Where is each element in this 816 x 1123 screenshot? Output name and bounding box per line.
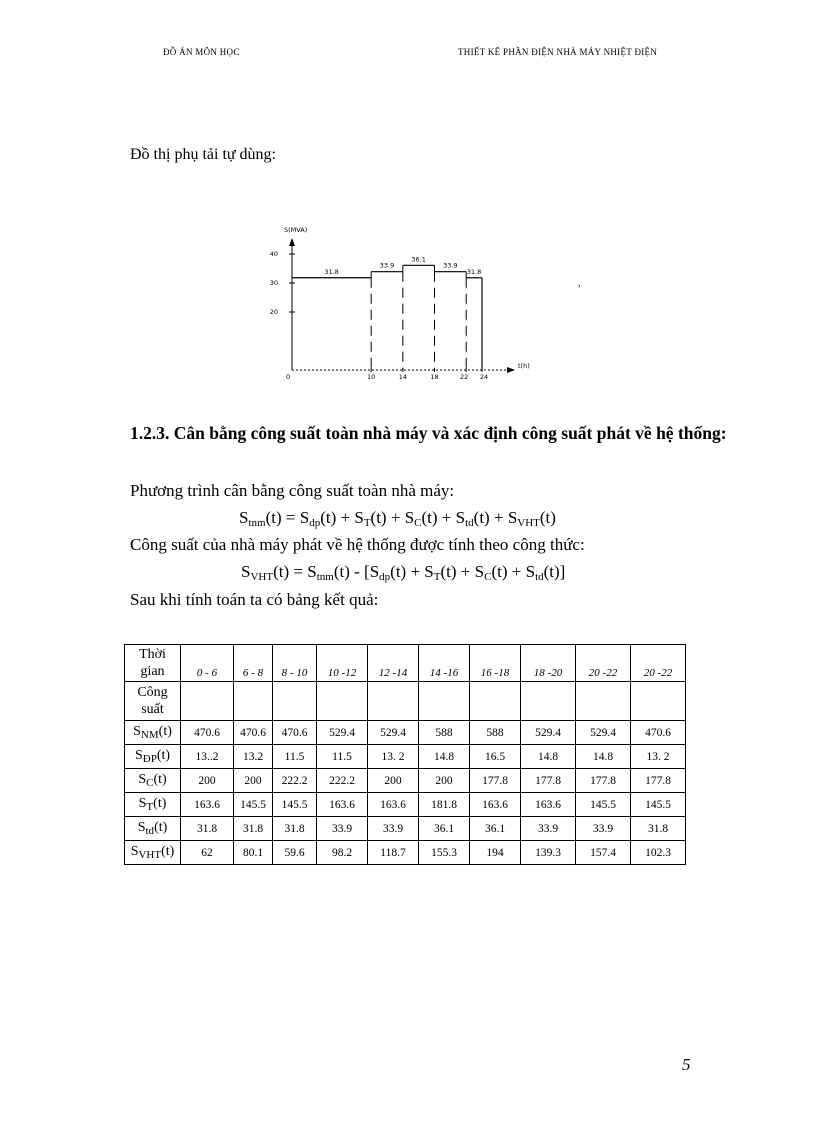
x-axis-arrow — [507, 367, 515, 373]
y-axis-arrow — [289, 238, 295, 246]
table-header-row — [125, 645, 686, 682]
table-cell: 11.5 — [273, 745, 317, 769]
table-cell: 588 — [470, 721, 521, 745]
table-cell: 13..2 — [181, 745, 234, 769]
table-cell: 33.9 — [368, 817, 419, 841]
chart-caption: Đồ thị phụ tải tự dùng: — [130, 146, 276, 163]
row-label: $S_C(t)$ — [125, 769, 181, 793]
stray-mark: , — [578, 278, 581, 289]
time-header: Thời gian — [125, 645, 181, 682]
table-row — [125, 817, 686, 841]
table-cell: 80.1 — [234, 841, 273, 865]
table-power-row — [125, 682, 686, 721]
page-number: 5 — [682, 1055, 691, 1074]
empty-cell — [470, 682, 521, 721]
table-cell: 200 — [234, 769, 273, 793]
y-tick-label: 40 — [269, 250, 278, 258]
empty-cell — [521, 682, 576, 721]
table-cell: 31.8 — [631, 817, 686, 841]
period-header: 12 -14 — [368, 645, 419, 682]
table-cell: 163.6 — [368, 793, 419, 817]
period-header: 18 -20 — [521, 645, 576, 682]
table-row — [125, 793, 686, 817]
intro-text: Phương trình cân bằng công suất toàn nhà máy: — [130, 481, 455, 500]
table-cell: 31.8 — [181, 817, 234, 841]
table-cell: 33.9 — [576, 817, 631, 841]
table-cell: 470.6 — [234, 721, 273, 745]
table-cell: 222.2 — [317, 769, 368, 793]
table-cell: 14.8 — [576, 745, 631, 769]
x-tick-label: 18 — [430, 373, 439, 381]
row-label: $S_{td}(t)$ — [125, 817, 181, 841]
table-cell: 13. 2 — [631, 745, 686, 769]
table-cell: 139.3 — [521, 841, 576, 865]
table-cell: 31.8 — [234, 817, 273, 841]
y-axis-label: S(MVA) — [284, 226, 308, 234]
header-left: ĐỒ ÁN MÔN HỌC — [163, 47, 240, 57]
step-value-label: 33.9 — [379, 261, 395, 270]
period-header: 20 -22 — [631, 645, 686, 682]
table-cell: 529.4 — [576, 721, 631, 745]
table-cell: 145.5 — [631, 793, 686, 817]
table-row — [125, 721, 686, 745]
row-label: $S_{ĐP}(t)$ — [125, 745, 181, 769]
x-tick-label: 10 — [367, 373, 376, 381]
table-cell: 14.8 — [521, 745, 576, 769]
table-cell: 177.8 — [576, 769, 631, 793]
row-label: $S_T(t)$ — [125, 793, 181, 817]
step-value-label: 31.8 — [466, 267, 482, 276]
table-cell: 157.4 — [576, 841, 631, 865]
period-header: 6 - 8 — [234, 645, 273, 682]
table-cell: 470.6 — [181, 721, 234, 745]
table-cell: 118.7 — [368, 841, 419, 865]
table-cell: 177.8 — [631, 769, 686, 793]
period-header: 0 - 6 — [181, 645, 234, 682]
table-cell: 33.9 — [317, 817, 368, 841]
table-cell: 98.2 — [317, 841, 368, 865]
empty-cell — [181, 682, 234, 721]
section-title: 1.2.3. Cân bằng công suất toàn nhà máy và xác định công suất phát về hệ thống: — [130, 423, 727, 443]
step-value-label: 31.8 — [324, 267, 339, 276]
formula-text: Công suất của nhà máy phát về hệ thống được tính theo công thức: — [130, 535, 585, 554]
table-cell: 163.6 — [470, 793, 521, 817]
table-cell: 177.8 — [521, 769, 576, 793]
table-cell: 529.4 — [368, 721, 419, 745]
period-header: 14 -16 — [419, 645, 470, 682]
table-cell: 200 — [419, 769, 470, 793]
table-cell: 11.5 — [317, 745, 368, 769]
table-cell: 33.9 — [521, 817, 576, 841]
table-row — [125, 841, 686, 865]
table-cell: 177.8 — [470, 769, 521, 793]
table-cell: 59.6 — [273, 841, 317, 865]
table-cell: 145.5 — [576, 793, 631, 817]
load-chart — [269, 220, 530, 390]
table-cell: 194 — [470, 841, 521, 865]
period-header: 20 -22 — [576, 645, 631, 682]
period-header: 8 - 10 — [273, 645, 317, 682]
x-tick-label: 14 — [398, 373, 407, 381]
y-tick-label: 30 — [269, 279, 278, 287]
table-row — [125, 769, 686, 793]
table-cell: 529.4 — [521, 721, 576, 745]
table-cell: 163.6 — [521, 793, 576, 817]
empty-cell — [273, 682, 317, 721]
step-value-label: 36.1 — [411, 255, 426, 264]
table-cell: 102.3 — [631, 841, 686, 865]
table-cell: 13. 2 — [368, 745, 419, 769]
table-cell: 200 — [181, 769, 234, 793]
table-cell: 163.6 — [181, 793, 234, 817]
table-cell: 31.8 — [273, 817, 317, 841]
x-tick-label: 22 — [460, 373, 469, 381]
table-cell: 470.6 — [631, 721, 686, 745]
header-right: THIẾT KẾ PHẦN ĐIỆN NHÀ MÁY NHIỆT ĐIỆN — [458, 47, 658, 57]
table-cell: 16.5 — [470, 745, 521, 769]
results-table — [124, 644, 686, 865]
table-cell: 222.2 — [273, 769, 317, 793]
table-cell: 36.1 — [470, 817, 521, 841]
table-cell: 163.6 — [317, 793, 368, 817]
table-cell: 145.5 — [234, 793, 273, 817]
table-cell: 470.6 — [273, 721, 317, 745]
period-header: 16 -18 — [470, 645, 521, 682]
table-cell: 181.8 — [419, 793, 470, 817]
empty-cell — [631, 682, 686, 721]
vht-equation: $S_{VHT}(t) = S_{tnm}(t) - [S_{dp}(t) + S_T(t) + S_C(t) + S_{td}(t)]$ — [241, 562, 566, 583]
table-cell: 529.4 — [317, 721, 368, 745]
table-cell: 588 — [419, 721, 470, 745]
step-value-label: 33.9 — [443, 261, 458, 270]
power-header: Công suất — [125, 682, 181, 721]
table-cell: 14.8 — [419, 745, 470, 769]
table-cell: 200 — [368, 769, 419, 793]
balance-equation: $S_{tnm}(t) = S_{dp}(t) + S_T(t) + S_C(t) + S_{td}(t) + S_{VHT}(t)$ — [239, 508, 556, 529]
period-header: 10 -12 — [317, 645, 368, 682]
x-axis-label: t(h) — [518, 362, 530, 370]
table-cell: 36.1 — [419, 817, 470, 841]
y-tick-label: 20 — [269, 308, 278, 316]
x-tick-label: 24 — [479, 373, 489, 381]
row-label: $S_{VHT}(t)$ — [125, 841, 181, 865]
empty-cell — [576, 682, 631, 721]
table-cell: 62 — [181, 841, 234, 865]
empty-cell — [368, 682, 419, 721]
result-text: Sau khi tính toán ta có bảng kết quả: — [130, 590, 379, 609]
origin-label: 0 — [286, 373, 291, 381]
empty-cell — [419, 682, 470, 721]
table-cell: 145.5 — [273, 793, 317, 817]
table-cell: 155.3 — [419, 841, 470, 865]
empty-cell — [234, 682, 273, 721]
row-label: $S_{NM}(t)$ — [125, 721, 181, 745]
table-row — [125, 745, 686, 769]
table-cell: 13.2 — [234, 745, 273, 769]
empty-cell — [317, 682, 368, 721]
